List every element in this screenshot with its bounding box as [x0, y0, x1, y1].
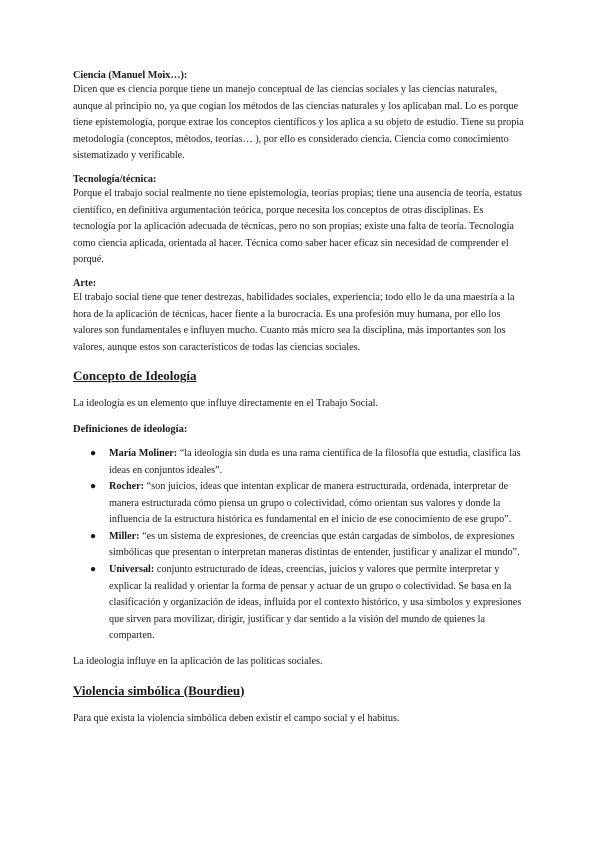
bullet-icon: ● — [90, 481, 97, 493]
section-body-arte: El trabajo social tiene que tener destrezas, habilidades sociales, experiencia; todo ello le da una maestría a la hora de la aplicación de técnicas, hacer fiente a la burocracia. Es una profesión muy humana, por ello los valores son fundamentales e influyen mucho. Cuanto más micro sea la disciplina, más importantes son los valores, aunque estos son característicos de todas las ciencias sociales. — [73, 291, 515, 353]
violencia-text: Para que exista la violencia simbólica deben existir el campo social y el habitus. — [73, 712, 400, 724]
definition-text: “la ideología sin duda es una rama científica de la filosofía que estudia, clasifica las ideas en conjuntos ideales”. — [109, 447, 521, 476]
list-item — [73, 529, 526, 562]
list-item — [73, 479, 526, 529]
list-item — [73, 446, 526, 479]
definition-term: María Moliner: — [109, 447, 178, 459]
definition-text: “es un sistema de expresiones, de creencias que están cargadas de símbolos, de expresiones simbólicas que presentan o interpretan maneras distintas de entender, justificar y analizar el mundo”. — [109, 530, 520, 559]
ideologia-intro: La ideología es un elemento que influye directamente en el Trabajo Social. — [73, 398, 378, 410]
definition-term: Rocher: — [109, 481, 145, 493]
ideologia-closing: La ideología influye en la aplicación de las políticas sociales. — [73, 656, 323, 668]
subheading-definiciones: Definiciones de ideología: — [73, 423, 188, 435]
definition-text: “son juicios, ideas que intentan explicar de manera estructurada, ordenada, interpretar de manera estructurada cómo piensa un grupo o colectividad, cómo orientan sus valores y donde la influencia de la estructura histórica es fundamental en el inicio de ese conocimiento de ese grupo”. — [109, 481, 512, 526]
heading-violencia-simbolica: Violencia simbólica (Bourdieu) — [73, 682, 245, 698]
definition-text: conjunto estructurado de ideas, creencias, juicios y valores que permite interpretar y explicar la realidad y orientar la forma de pensar y actuar de un grupo o colectividad. Se basa en la clasificación y organización de ideas, influida por el contexto histórico, y usa símbolos y expresiones que sirven para movilizar, dirigir, justificar y dar sentido a la visión del mundo de quienes la comparten. — [109, 564, 522, 642]
heading-concepto-ideologia: Concepto de Ideología — [73, 368, 197, 384]
section-title-ciencia: Ciencia (Manuel Moix…): — [73, 70, 188, 81]
section-title-arte: Arte: — [73, 277, 97, 289]
section-body-ciencia: Dicen que es ciencia porque tiene un manejo conceptual de las ciencias sociales y las ciencias naturales, aunque al principio no, ya que cogían los métodos de las ciencias naturales y los aplicaban mal. Lo es porque tiene epistemología, porque extrae los conceptos científicos y los aplica a su objeto de estudio. Tiene su propia metodología (conceptos, métodos, teorías… ), por ello es considerado ciencia. Ciencia como conocimiento sistematizado y verificable. — [73, 84, 524, 162]
definitions-list — [73, 446, 526, 645]
bullet-icon: ● — [90, 447, 97, 459]
list-item — [73, 562, 526, 645]
definition-term: Universal: — [109, 564, 155, 576]
section-body-tecnologia: Porque el trabajo social realmente no tiene epistemología, teorías propias; tiene una ausencia de teoría, estatus científico, en definitiva argumentación teórica, porque necesita los conceptos de otras disciplinas. Es tecnología por la aplicación adecuada de técnicas, pero no son propias; existe una falta de teoría. Tecnología como ciencia aplicada, orientada al hacer. Técnica como saber hacer eficaz sin necesidad de comprender el porqué. — [73, 187, 522, 266]
bullet-icon: ● — [90, 530, 97, 542]
definition-term: Miller: — [109, 530, 140, 542]
bullet-icon: ● — [90, 564, 97, 576]
section-title-tecnologia: Tecnología/técnica: — [73, 173, 157, 185]
